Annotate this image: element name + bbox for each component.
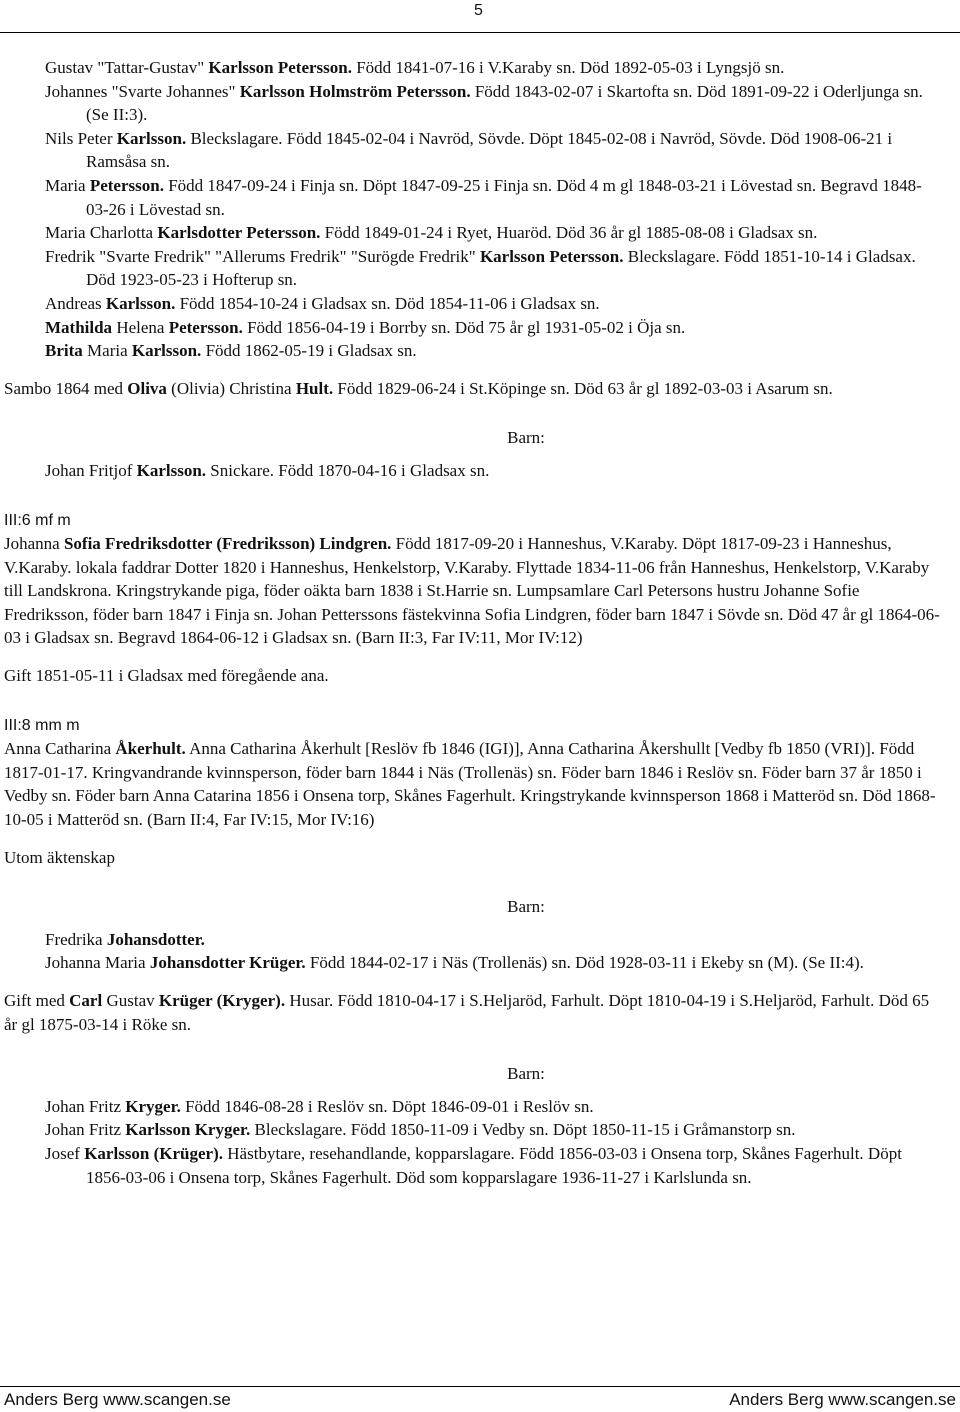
children-list-1: [4, 56, 940, 363]
person-entry-text-segment: Född 1854-10-24 i Gladsax sn. Död 1854-11-06 i Gladsax sn.: [175, 293, 600, 313]
sambo-paragraph-text-segment: (Olivia) Christina: [166, 378, 296, 398]
page-number: 5: [474, 2, 483, 19]
person-entry-text-segment: Maria: [82, 341, 132, 361]
person-entry: [45, 951, 940, 975]
person-entry: [45, 339, 940, 363]
section-heading-iii8: III:8 mm m: [4, 716, 80, 734]
person-entry-name-segment: Mathilda: [45, 317, 113, 337]
person-entry: [45, 316, 940, 340]
sambo-paragraph-text-segment: Sambo 1864 med: [4, 378, 128, 398]
person-entry-text-segment: Född 1856-04-19 i Borrby sn. Död 75 år gl 1931-05-02 i Öja sn.: [242, 317, 686, 337]
marriage-note-2-text-segment: Gustav: [102, 991, 159, 1010]
person-entry-name-segment: Kryger.: [125, 1096, 181, 1116]
person-entry-text-segment: Johannes "Svarte Johannes": [45, 81, 240, 101]
person-entry: [45, 1095, 940, 1119]
person-entry-text-segment: Född 1846-08-28 i Reslöv sn. Döpt 1846-09-01 i Reslöv sn.: [180, 1096, 594, 1116]
anna-paragraph-text-segment: Anna Catharina Åkerhult [Reslöv fb 1846 (IGI)], Anna Catharina Åkershullt [Vedby fb 1850 (VRI)]. Född 1817-01-17. Kringvandrande kvinnsperson, föder barn 1844 i Näs (Trollenäs) sn. Föder barn 1846 i Reslöv sn. Föder barn 37 år 1850 i Vedby sn. Föder barn Anna Catarina 1856 i Onsena torp, Skånes Fagerhult. Kringstrykande kvinnsperson 1868 i Matteröd sn. Död 1868-10-05 i Matteröd sn. (Barn II:4, Far IV:15, Mor IV:16): [4, 739, 936, 830]
person-entry: [45, 127, 940, 174]
children-list-2: [4, 459, 940, 483]
person-entry-name-segment: Karlsson.: [131, 341, 202, 361]
children-list-3: [4, 928, 940, 975]
sambo-paragraph-name-segment: Oliva: [127, 378, 167, 398]
johanna-paragraph-text-segment: Född 1817-09-20 i Hanneshus, V.Karaby. Döpt 1817-09-23 i Hanneshus, V.Karaby. lokala faddrar Dotter 1820 i Hanneshus, Henkelstorp, V.Karaby. Flyttade 1834-11-06 från Hanneshus, Henkelstorp, V.Karaby till Landskrona. Kringstrykande piga, föder oäkta barn 1838 i St.Harrie sn. Lumpsamlare Carl Petersons hustru Johanne Sofie Fredriksson, föder barn 1847 i Finja sn. Johan Petterssons fästekvinna Sofia Lindgren, föder barn 1847 i Sövde sn. Död 47 år gl 1864-06-03 i Gladsax sn. Begravd 1864-06-12 i Gladsax sn. (Barn II:3, Far IV:11, Mor IV:12): [4, 534, 940, 648]
person-entry-text-segment: Johan Fritz: [45, 1120, 126, 1140]
barn-label: Barn:: [507, 428, 545, 448]
document-body: [4, 56, 940, 1189]
person-entry-text-segment: Josef: [45, 1143, 85, 1163]
sambo-paragraph-text-segment: Född 1829-06-24 i St.Köpinge sn. Död 63 år gl 1892-03-03 i Asarum sn.: [333, 378, 833, 398]
person-entry: [45, 245, 940, 292]
marriage-note-2-text-segment: Gift med: [4, 991, 70, 1010]
marriage-note-1: Gift 1851-05-11 i Gladsax med föregående ana.: [4, 666, 329, 686]
anna-paragraph-name-segment: Åkerhult.: [115, 739, 186, 759]
person-entry-text-segment: Maria: [45, 175, 90, 195]
footer-credit-left: Anders Berg www.scangen.se: [4, 1390, 231, 1409]
person-entry-name-segment: Karlsson Petersson.: [479, 246, 624, 266]
johanna-paragraph-name-segment: Sofia Fredriksdotter (Fredriksson) Lindgren.: [63, 534, 392, 554]
children-list-4: [4, 1095, 940, 1189]
marriage-note-2-text-segment: Husar. Född 1810-04-17 i S.Heljaröd, Farhult. Döpt 1810-04-19 i S.Heljaröd, Farhult. Död 65 år gl 1875-03-14 i Röke sn.: [4, 991, 930, 1034]
barn-label-3: Barn:: [507, 1064, 545, 1084]
person-entry-name-segment: Karlsson.: [116, 128, 187, 148]
person-entry-name-segment: Karlsson (Krüger).: [84, 1143, 224, 1163]
person-entry-text-segment: Andreas: [45, 293, 106, 313]
person-entry-name-segment: Petersson.: [168, 317, 243, 337]
person-entry-text-segment: Fredrik "Svarte Fredrik" "Allerums Fredrik" "Surögde Fredrik": [45, 246, 480, 266]
marriage-note-2-name-segment: Carl: [69, 991, 103, 1010]
person-entry-text-segment: Född 1844-02-17 i Näs (Trollenäs) sn. Död 1928-03-11 i Ekeby sn (M). (Se II:4).: [305, 953, 864, 973]
person-entry-text-segment: Född 1847-09-24 i Finja sn. Döpt 1847-09-25 i Finja sn. Död 4 m gl 1848-03-21 i Lövestad sn. Begravd 1848-03-26 i Lövestad sn.: [86, 175, 922, 219]
anna-paragraph: [4, 737, 940, 831]
person-entry-name-segment: Karlsson Petersson.: [208, 58, 352, 77]
person-entry: [45, 174, 940, 221]
person-entry-name-segment: Karlsson.: [105, 293, 176, 313]
person-entry-text-segment: Johan Fritjof: [45, 460, 137, 480]
person-entry: [45, 1142, 940, 1189]
barn-label-2: Barn:: [507, 897, 545, 917]
sambo-paragraph-name-segment: Hult.: [295, 378, 334, 398]
person-entry-text-segment: Gustav "Tattar-Gustav": [45, 58, 209, 77]
anna-paragraph-text-segment: Anna Catharina: [4, 739, 116, 759]
person-entry-text-segment: Bleckslagare. Född 1851-10-14 i Gladsax. Död 1923-05-23 i Hofterup sn.: [86, 246, 916, 290]
person-entry-text-segment: Johan Fritz: [45, 1096, 126, 1116]
person-entry-name-segment: Karlsdotter Petersson.: [157, 223, 321, 243]
person-entry-text-segment: Bleckslagare. Född 1850-11-09 i Vedby sn. Döpt 1850-11-15 i Gråmanstorp sn.: [250, 1120, 796, 1140]
person-entry-text-segment: Helena: [112, 317, 169, 337]
person-entry-name-segment: Karlsson.: [136, 460, 207, 480]
person-entry-name-segment: Brita: [45, 341, 83, 361]
person-entry-text-segment: Fredrika: [45, 929, 107, 949]
person-entry: [45, 459, 940, 483]
footer-credit-right: Anders Berg www.scangen.se: [729, 1390, 956, 1409]
person-entry-text-segment: Maria Charlotta: [45, 223, 158, 243]
person-entry-text-segment: Snickare. Född 1870-04-16 i Gladsax sn.: [206, 460, 490, 480]
johanna-paragraph-text-segment: Johanna: [4, 534, 64, 554]
person-entry-text-segment: Nils Peter: [45, 128, 117, 148]
person-entry-name-segment: Petersson.: [89, 175, 164, 195]
person-entry-name-segment: Karlsson Holmström Petersson.: [239, 81, 471, 101]
person-entry: [45, 928, 940, 952]
sambo-paragraph: [4, 377, 940, 401]
person-entry-text-segment: Johanna Maria: [45, 953, 150, 973]
person-entry-text-segment: Hästbytare, resehandlande, kopparslagare. Född 1856-03-03 i Onsena torp, Skånes Fagerhult. Döpt 1856-03-06 i Onsena torp, Skånes Fagerhult. Död som kopparslagare 1936-11-27 i Karlslunda sn.: [86, 1143, 902, 1187]
footer-rule: [0, 1386, 960, 1387]
person-entry-name-segment: Johansdotter Krüger.: [149, 953, 306, 973]
johanna-paragraph: [4, 532, 940, 650]
section-heading-iii6: III:6 mf m: [4, 511, 71, 529]
person-entry-text-segment: Född 1849-01-24 i Ryet, Huaröd. Död 36 år gl 1885-08-08 i Gladsax sn.: [320, 223, 818, 243]
person-entry: [45, 221, 940, 245]
person-entry-name-segment: Karlsson Kryger.: [125, 1120, 251, 1140]
utom-aktenskap-label: Utom äktenskap: [4, 847, 115, 867]
marriage-note-2: [4, 989, 940, 1036]
person-entry: [45, 80, 940, 127]
person-entry-text-segment: Bleckslagare. Född 1845-02-04 i Navröd, Sövde. Döpt 1845-02-08 i Navröd, Sövde. Död 1908-06-21 i Ramsåsa sn.: [86, 128, 893, 172]
person-entry-text-segment: Född 1862-05-19 i Gladsax sn.: [201, 341, 417, 361]
person-entry: [45, 56, 940, 80]
person-entry: [45, 1118, 940, 1142]
person-entry-name-segment: Johansdotter.: [106, 929, 205, 949]
header-rule: [0, 32, 960, 33]
person-entry-text-segment: Född 1841-07-16 i V.Karaby sn. Död 1892-05-03 i Lyngsjö sn.: [351, 58, 785, 77]
marriage-note-2-name-segment: Krüger (Kryger).: [158, 991, 286, 1010]
person-entry: [45, 292, 940, 316]
person-entry-text-segment: Född 1843-02-07 i Skartofta sn. Död 1891-09-22 i Oderljunga sn. (Se II:3).: [86, 81, 923, 125]
